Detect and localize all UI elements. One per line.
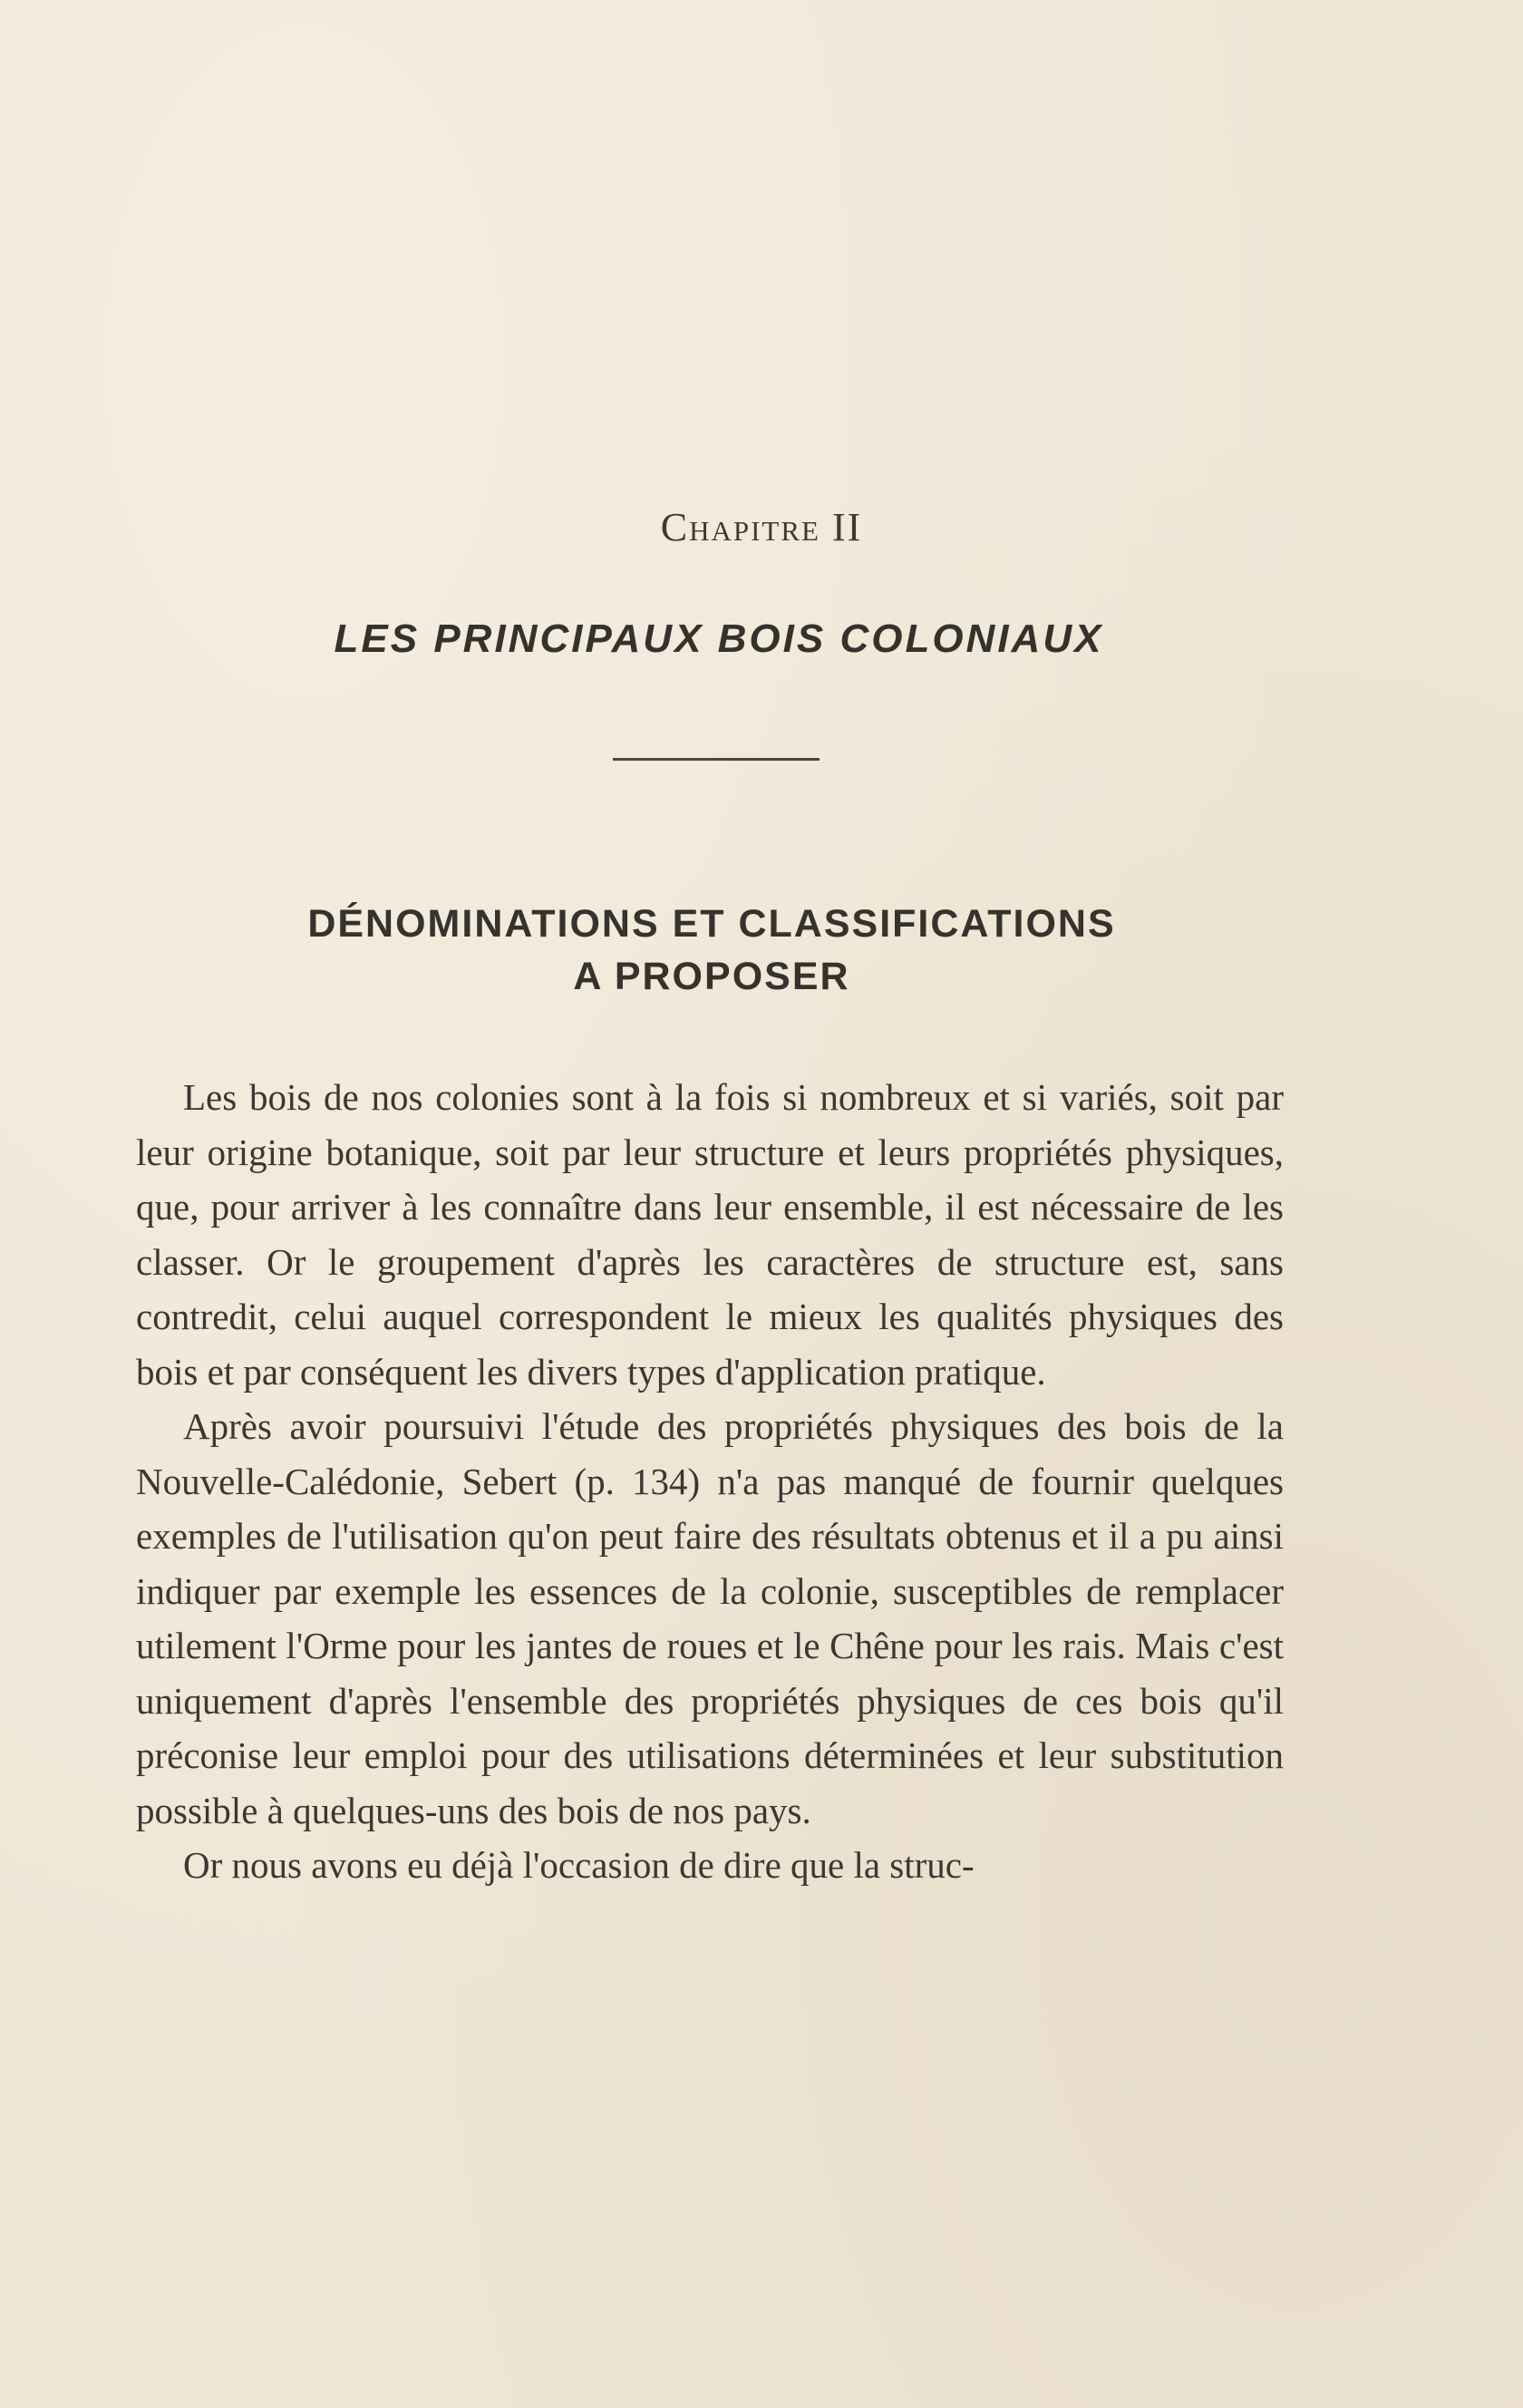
- paragraph-1: Les bois de nos colonies sont à la fois si nombreux et si variés, soit par leur origine botanique, soit par leur structure et leurs propriétés physiques, que, pour arriver à les connaître dans leur ensemble, il est nécessaire de les classer. Or le groupement d'après les caractères de structure est, sans contredit, celui auquel correspondent le mieux les qualités physiques des bois et par conséquent les divers types d'application pratique.: [136, 1076, 1284, 1393]
- chapter-label: Chapitre II: [660, 505, 863, 549]
- section-heading-line-2: A PROPOSER: [573, 955, 850, 998]
- paragraph-2: Après avoir poursuivi l'étude des propriétés physiques des bois de la Nouvelle-Calédonie, Sebert (p. 134) n'a pas manqué de fournir quelques exemples de l'utilisation qu'on peut faire des résultats obtenus et il a pu ainsi indiquer par exemple les essences de la colonie, susceptibles de remplacer utilement l'Orme pour les jantes de roues et le Chêne pour les rais. Mais c'est uniquement d'après l'ensemble des propriétés physiques de ces bois qu'il préconise leur emploi pour des utilisations déterminées et leur substitution possible à quelques-uns des bois de nos pays.: [136, 1405, 1284, 1831]
- body-text: [136, 1070, 1284, 1893]
- paragraph-3: Or nous avons eu déjà l'occasion de dire que la struc-: [183, 1844, 975, 1886]
- title-divider: [613, 758, 820, 761]
- chapter-title: LES PRINCIPAUX BOIS COLONIAUX: [334, 617, 1104, 661]
- section-heading: [0, 898, 1423, 1003]
- section-heading-line-1: DÉNOMINATIONS ET CLASSIFICATIONS: [307, 902, 1116, 946]
